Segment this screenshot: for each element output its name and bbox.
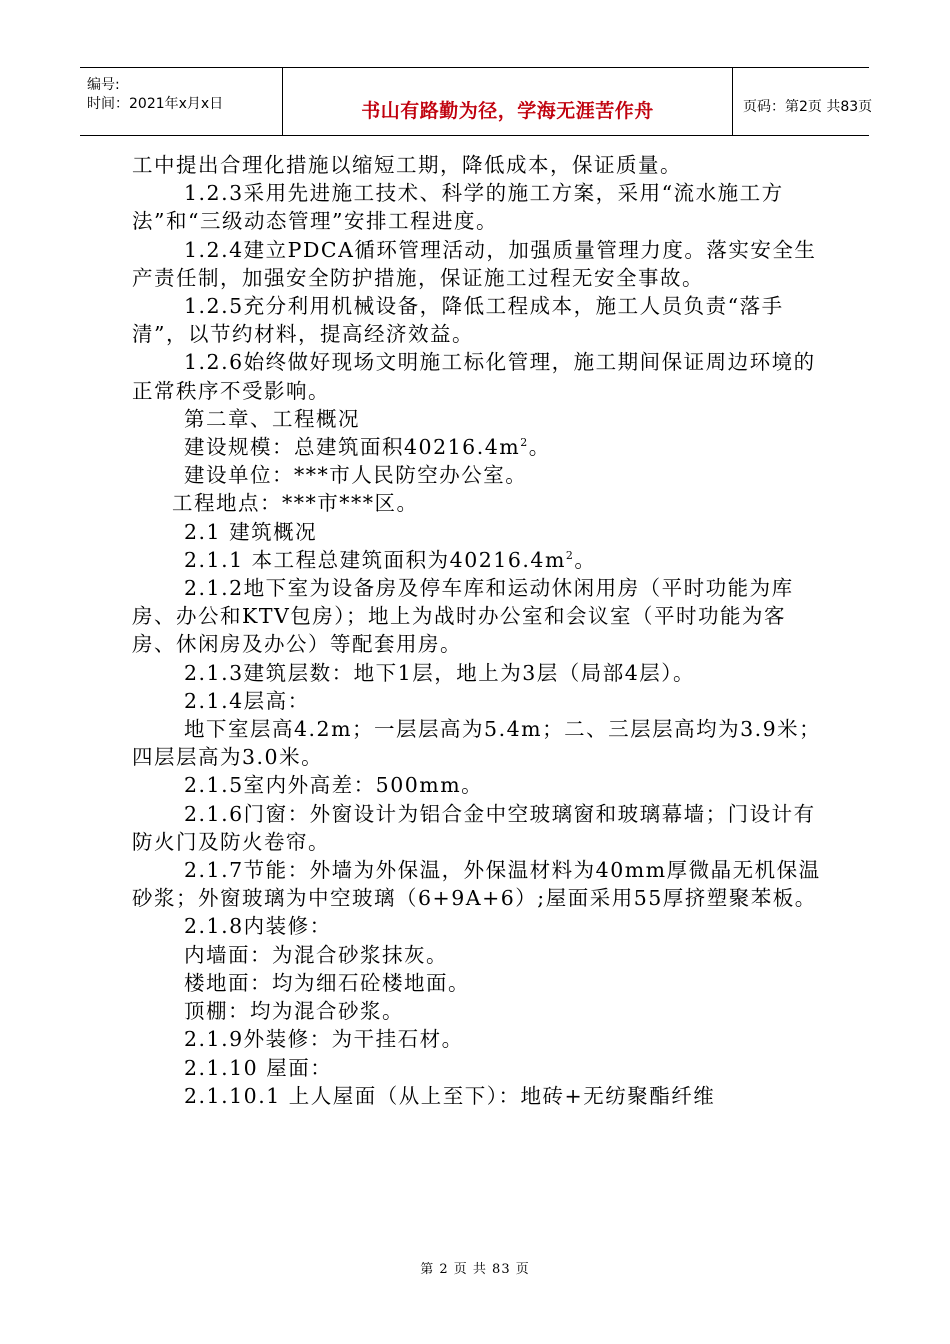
time-label: 时间：2021年x月x日 xyxy=(87,96,224,112)
page-header xyxy=(80,67,873,136)
paragraph-text: 2.1 建筑概况 xyxy=(184,519,318,544)
paragraph xyxy=(132,179,822,235)
superscript: 2 xyxy=(520,436,529,450)
document-body xyxy=(132,151,822,1110)
number-label: 编号: xyxy=(87,77,120,93)
paragraph xyxy=(132,1054,822,1082)
paragraph xyxy=(132,292,822,348)
paragraph-text: 1.2.5充分利用机械设备，降低工程成本，施工人员负责“落手清”，以节约材料，提高经济效益。 xyxy=(132,294,784,347)
paragraph-text: 2.1.7节能：外墙为外保温，外保温材料为40mm厚微晶无机保温砂浆；外窗玻璃为中空玻璃（6+9A+6）;屋面采用55厚挤塑聚苯板。 xyxy=(132,858,821,911)
paragraph xyxy=(132,348,822,404)
paragraph-text: 1.2.4建立PDCA循环管理活动，加强质量管理力度。落实安全生产责任制，加强安全防护措施，保证施工过程无安全事故。 xyxy=(132,237,817,290)
paragraph-text: 顶棚：均为混合砂浆。 xyxy=(184,999,404,1024)
paragraph xyxy=(132,969,822,997)
paragraph-text: 2.1.5室内外高差：500mm。 xyxy=(184,773,484,798)
paragraph xyxy=(132,771,822,799)
motto: 书山有路勤为径，学海无涯苦作舟 xyxy=(361,100,654,122)
paragraph-text: 内墙面：为混合砂浆抹灰。 xyxy=(184,942,448,967)
paragraph xyxy=(132,659,822,687)
paragraph xyxy=(132,518,822,546)
paragraph xyxy=(132,687,822,715)
paragraph xyxy=(132,856,822,912)
paragraph-tail: 。 xyxy=(574,547,597,572)
header-page-cell xyxy=(733,68,873,135)
paragraph-text: 建设规模：总建筑面积40216.4m xyxy=(184,435,521,460)
paragraph xyxy=(132,912,822,940)
paragraph-text: 建设单位：***市人民防空办公室。 xyxy=(184,463,528,488)
paragraph-text: 工程地点：***市***区。 xyxy=(172,491,419,516)
paragraph xyxy=(132,405,822,433)
paragraph-text: 2.1.2地下室为设备房及停车库和运动休闲用房（平时功能为库房、办公和KTV包房）；地上为战时办公室和会议室（平时功能为客房、休闲房及办公）等配套用房。 xyxy=(132,576,794,657)
header-motto-cell xyxy=(283,68,733,135)
paragraph xyxy=(132,461,822,489)
paragraph-text: 工中提出合理化措施以缩短工期，降低成本，保证质量。 xyxy=(132,153,682,177)
paragraph xyxy=(132,715,822,771)
paragraph-text: 2.1.1 本工程总建筑面积为40216.4m xyxy=(184,547,566,572)
paragraph-text: 2.1.8内装修： xyxy=(184,914,332,939)
paragraph-tail: 。 xyxy=(528,435,551,460)
paragraph xyxy=(132,546,822,574)
page-indicator: 页码：第2页 共83页 xyxy=(743,99,873,115)
paragraph xyxy=(132,941,822,969)
paragraph xyxy=(132,236,822,292)
paragraph xyxy=(132,489,822,517)
paragraph-text: 第二章、工程概况 xyxy=(184,406,360,431)
header-meta-cell xyxy=(80,68,283,135)
paragraph-text: 1.2.6始终做好现场文明施工标化管理，施工期间保证周边环境的正常秩序不受影响。 xyxy=(132,350,816,403)
paragraph-text: 楼地面：均为细石砼楼地面。 xyxy=(184,970,470,995)
paragraph-text: 2.1.10.1 上人屋面（从上至下）：地砖+无纺聚酯纤维 xyxy=(184,1083,716,1108)
page-footer: 第 2 页 共 83 页 xyxy=(420,1262,530,1277)
paragraph xyxy=(132,1025,822,1053)
paragraph xyxy=(132,574,822,659)
paragraph xyxy=(132,997,822,1025)
paragraph-text: 地下室层高4.2m；一层层高为5.4m；二、三层层高均为3.9米；四层层高为3.0米。 xyxy=(132,717,822,770)
paragraph-text: 2.1.6门窗：外窗设计为铝合金中空玻璃窗和玻璃幕墙；门设计有防火门及防火卷帘。 xyxy=(132,801,816,854)
paragraph xyxy=(132,800,822,856)
paragraph xyxy=(132,433,822,461)
paragraph-text: 2.1.3建筑层数：地下1层，地上为3层（局部4层）。 xyxy=(184,660,696,685)
paragraph-text: 2.1.10 屋面： xyxy=(184,1055,333,1080)
superscript: 2 xyxy=(565,549,575,563)
paragraph xyxy=(132,1082,822,1110)
paragraph-text: 1.2.3采用先进施工技术、科学的施工方案，采用“流水施工方法”和“三级动态管理”安排工程进度。 xyxy=(132,181,784,234)
paragraph xyxy=(132,151,822,179)
paragraph-text: 2.1.9外装修：为干挂石材。 xyxy=(184,1027,464,1052)
paragraph-text: 2.1.4层高： xyxy=(184,688,310,713)
